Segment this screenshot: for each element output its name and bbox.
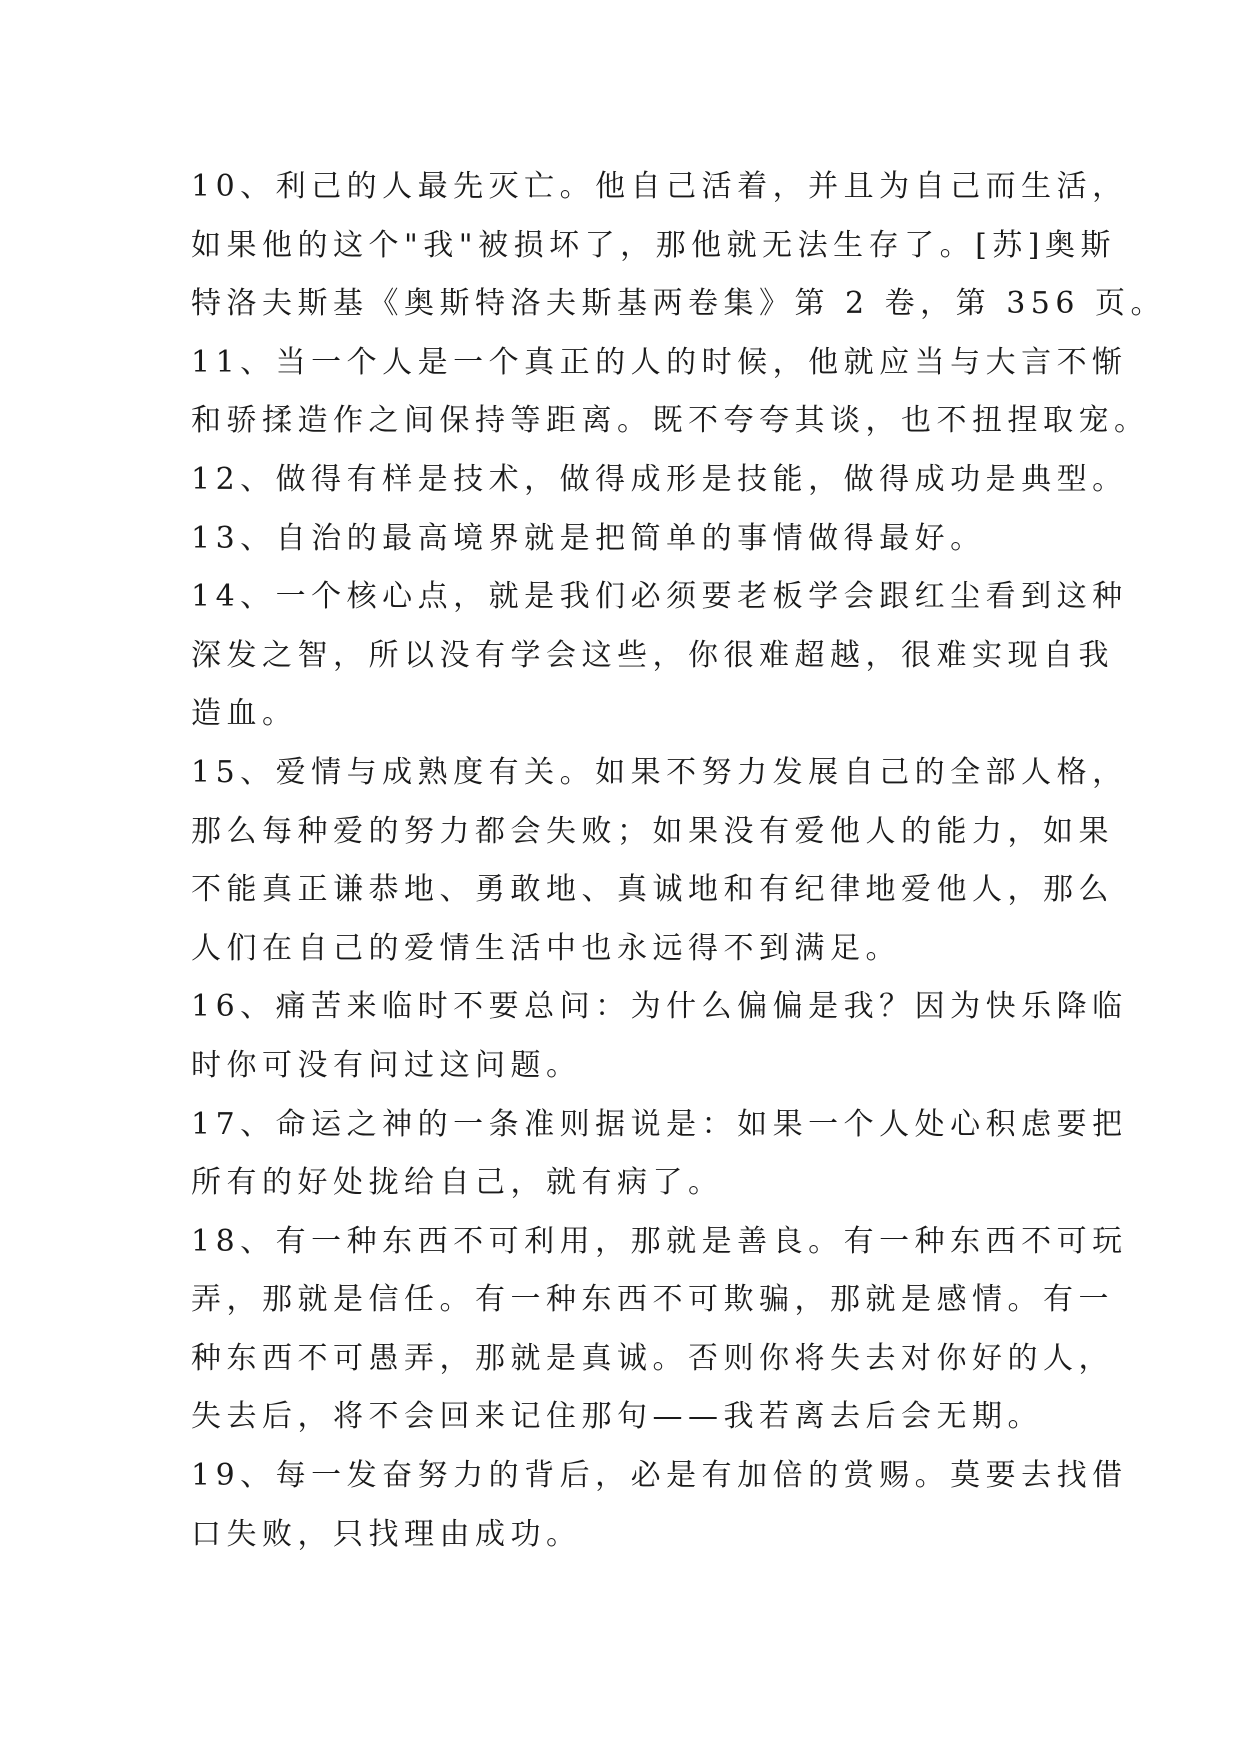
- text-line: 造血。: [191, 696, 298, 732]
- text-line: 16、痛苦来临时不要总问：为什么偏偏是我？因为快乐降临: [191, 989, 1128, 1025]
- text-line: 和骄揉造作之间保持等距离。既不夸夸其谈，也不扭捏取宠。: [191, 403, 1150, 439]
- text-line: 特洛夫斯基《奥斯特洛夫斯基两卷集》第 2 卷，第 356 页。: [191, 286, 1166, 322]
- text-line: 19、每一发奋努力的背后，必是有加倍的赏赐。莫要去找借: [191, 1458, 1128, 1494]
- text-line: 人们在自己的爱情生活中也永远得不到满足。: [191, 930, 901, 966]
- text-line: 13、自治的最高境界就是把简单的事情做得最好。: [191, 520, 986, 556]
- text-line: 12、做得有样是技术，做得成形是技能，做得成功是典型。: [191, 461, 1128, 497]
- text-line: 18、有一种东西不可利用，那就是善良。有一种东西不可玩: [191, 1223, 1128, 1259]
- text-line: 那么每种爱的努力都会失败；如果没有爱他人的能力，如果: [191, 813, 1114, 849]
- text-line: 口失败，只找理由成功。: [191, 1516, 582, 1552]
- document-body: [191, 158, 1166, 1564]
- text-line: 深发之智，所以没有学会这些，你很难超越，很难实现自我: [191, 637, 1114, 673]
- text-line: 如果他的这个"我"被损坏了，那他就无法生存了。[苏]奥斯: [191, 227, 1117, 263]
- text-line: 14、一个核心点，就是我们必须要老板学会跟红尘看到这种: [191, 579, 1128, 615]
- text-line: 17、命运之神的一条准则据说是：如果一个人处心积虑要把: [191, 1106, 1128, 1142]
- text-line: 11、当一个人是一个真正的人的时候，他就应当与大言不惭: [191, 344, 1128, 380]
- text-line: 种东西不可愚弄，那就是真诚。否则你将失去对你好的人，: [191, 1340, 1114, 1376]
- text-line: 15、爱情与成熟度有关。如果不努力发展自己的全部人格，: [191, 754, 1128, 790]
- text-line: 所有的好处拢给自己，就有病了。: [191, 1165, 724, 1201]
- text-line: 时你可没有问过这问题。: [191, 1047, 582, 1083]
- text-line: 不能真正谦恭地、勇敢地、真诚地和有纪律地爱他人，那么: [191, 872, 1114, 908]
- text-line: 失去后，将不会回来记住那句——我若离去后会无期。: [191, 1399, 1043, 1435]
- text-line: 10、利己的人最先灭亡。他自己活着，并且为自己而生活，: [191, 169, 1128, 204]
- text-line: 弄，那就是信任。有一种东西不可欺骗，那就是感情。有一: [191, 1282, 1114, 1318]
